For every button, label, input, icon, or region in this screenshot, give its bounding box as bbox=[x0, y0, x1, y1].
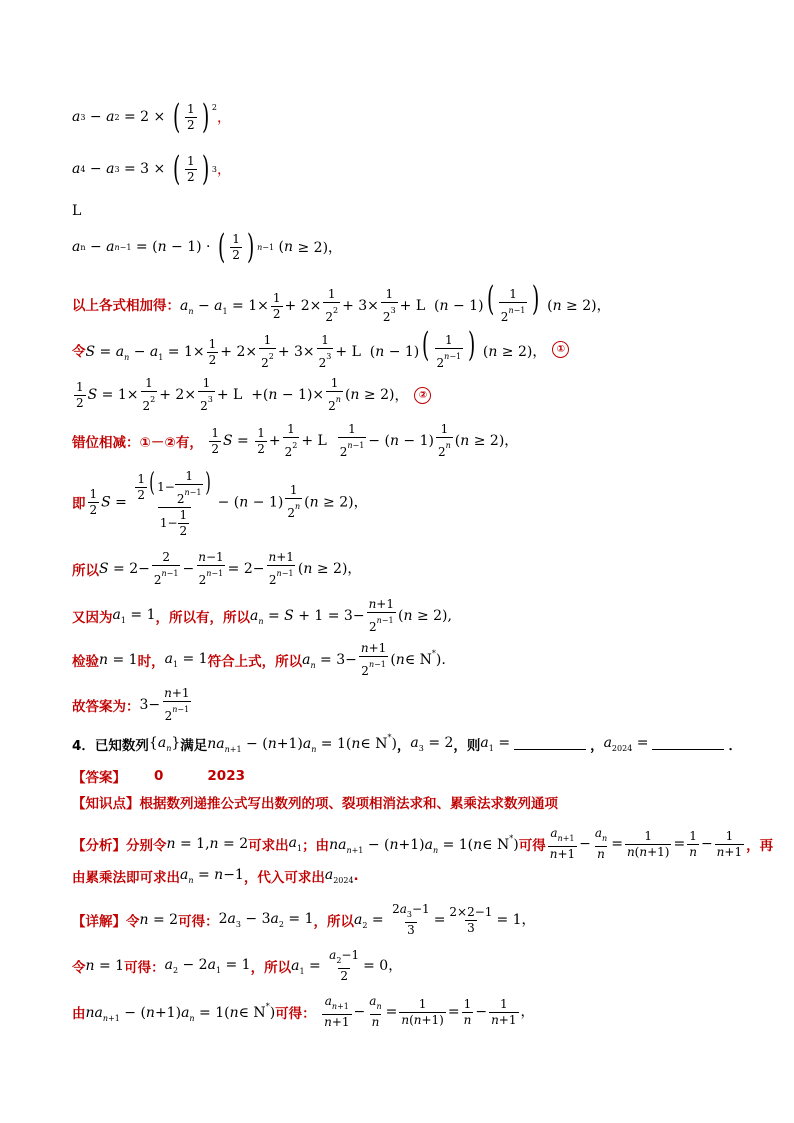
circle-two-marker: ② bbox=[414, 387, 431, 404]
analysis-line-2: 由累乘法即可求出 $a_n = n-1$ ，代入可求出 $a_{2024}$ . bbox=[72, 867, 359, 886]
eq-a4-a3: a 4 − a 3 = 3 × ( $\frac{1}{2}$ ) 3 ， bbox=[72, 149, 231, 189]
eq-a3-a2: a 3 − a 2 = 2 × ( $\frac{1}{2}$ ) 2 ， bbox=[72, 97, 231, 137]
final-answer-line: 故答案为： 3− $\frac{n+1}{2^{n-1}}$ bbox=[72, 686, 190, 723]
half-s-line: $\frac{1}{2}$ S = 1× $\frac{1}{2^2}$ + 2× $\frac{1}{2^3}$ + L +( n − 1)× $\frac{1}{2^n}$ ( n ≥ 2) ， ② bbox=[72, 376, 431, 414]
detail-line-1: 【详解】 令 n = 2 可得： $2a_3 - 3a_2 = 1$ ，所以 $a_2$ = $\frac{2a_3-1}{3}$ = $\frac{2\times 2-1}{3}$ = 1， bbox=[72, 902, 536, 937]
detail-line-3: 由 $na_{n+1} - (n+1)a_n$ = 1(n∈ N*) 可得： $\frac{a_{n+1}}{n+1}$ − $\frac{a_n}{n}$ = $\frac{1}{n(n+1)}$ = $\frac{1}{n}$ − $\frac{1}{n+1}$ ， bbox=[72, 994, 535, 1029]
answer-blank-a1[interactable] bbox=[514, 737, 586, 750]
knowledge-line: 【知识点】 根据数列递推公式写出数列的项、裂项相消法求和、累乘法求数列通项 bbox=[72, 796, 558, 812]
answer-value-2: 2023 bbox=[207, 768, 245, 784]
subtract-line: 错位相减：①－②有， $\frac{1}{2}$ S = $\frac{1}{2}$ + $\frac{1}{2^2}$ + L $\frac{1}{2^{n-1}}$ − (n − 1) $\frac{1}{2^n}$ (n ≥ 2)， bbox=[72, 422, 519, 459]
question-4: 4． 已知数列 $\{a_n\}$ 满足 $na_{n+1} - (n+1)a_n$ = 1(n∈ N*) ， $a_3 = 2$ ，则 $a_1$ = ， $a_{2024}$ = ． bbox=[72, 733, 742, 754]
answer-blank-a2024[interactable] bbox=[652, 737, 724, 750]
geometric-sum-line: 即 $\frac{1}{2}$ S = $\frac{1}{2}$ ( 1− $\frac{1}{2^{n-1}}$ ) 1− $\frac{1}{2}$ − (n − 1) $\frac{1}{2^n}$ (n ≥ 2)， bbox=[72, 468, 368, 538]
check-line: 检验 n = 1 时， $a_1 = 1$ 符合上式，所以 $a_n = 3-$ $\frac{n+1}{2^{n-1}}$ (n∈ N*). bbox=[72, 641, 446, 678]
a1-line: 又因为 $a_1 = 1$ ，所以有，所以 $a_n = S + 1 = 3-$ $\frac{n+1}{2^{n-1}}$ (n ≥ 2), bbox=[72, 597, 452, 634]
sum-line: 以上各式相加得： $a_n - a_1 = 1\times$ $\frac{1}{2}$ + 2× $\frac{1}{2^2}$ + 3× $\frac{1}{2^3}$ + L (n − 1)( $\frac{1}{2^{n-1}}$ ) (n ≥ 2)， bbox=[72, 279, 611, 324]
eq-an-an1: a n − a n−1 = ( n − 1) · ( $\frac{1}{2}$ ) n−1 ( n ≥ 2)， bbox=[72, 227, 343, 267]
let-s-line: 令 $S = a_n - a_1 = 1\times$ $\frac{1}{2}$ + 2× $\frac{1}{2^2}$ + 3× $\frac{1}{2^3}$ + L (n − 1)( $\frac{1}{2^{n-1}}$ ) (n ≥ 2)， ① bbox=[72, 328, 569, 371]
detail-line-2: 令 n = 1 可得： $a_2 - 2a_1 = 1$ ，所以 $a_1$ = $\frac{a_2-1}{2}$ = 0， bbox=[72, 948, 403, 983]
analysis-line-1: 【分析】 分别令 n = 1,n = 2 可求出 $a_1$ ；由 $na_{n+1} - (n+1)a_n$ = 1(n∈ N*) 可得 $\frac{a_{n+1}}{n+1}$ − $\frac{a_n}{n}$ = $\frac{1}{n(n+1)}$ = $\frac{1}{n}$ − $\frac{1}{n+1}$ ，再 bbox=[72, 826, 774, 861]
answer-line: 【答案】 0 2023 bbox=[72, 768, 245, 786]
answer-value-1: 0 bbox=[154, 768, 164, 784]
circle-one-marker: ① bbox=[552, 341, 569, 358]
ellipsis-line: L bbox=[72, 203, 82, 219]
so-s-line: 所以 S = 2− $\frac{2}{2^{n-1}}$ − $\frac{n-1}{2^{n-1}}$ = 2− $\frac{n+1}{2^{n-1}}$ (n ≥ 2)， bbox=[72, 550, 362, 587]
